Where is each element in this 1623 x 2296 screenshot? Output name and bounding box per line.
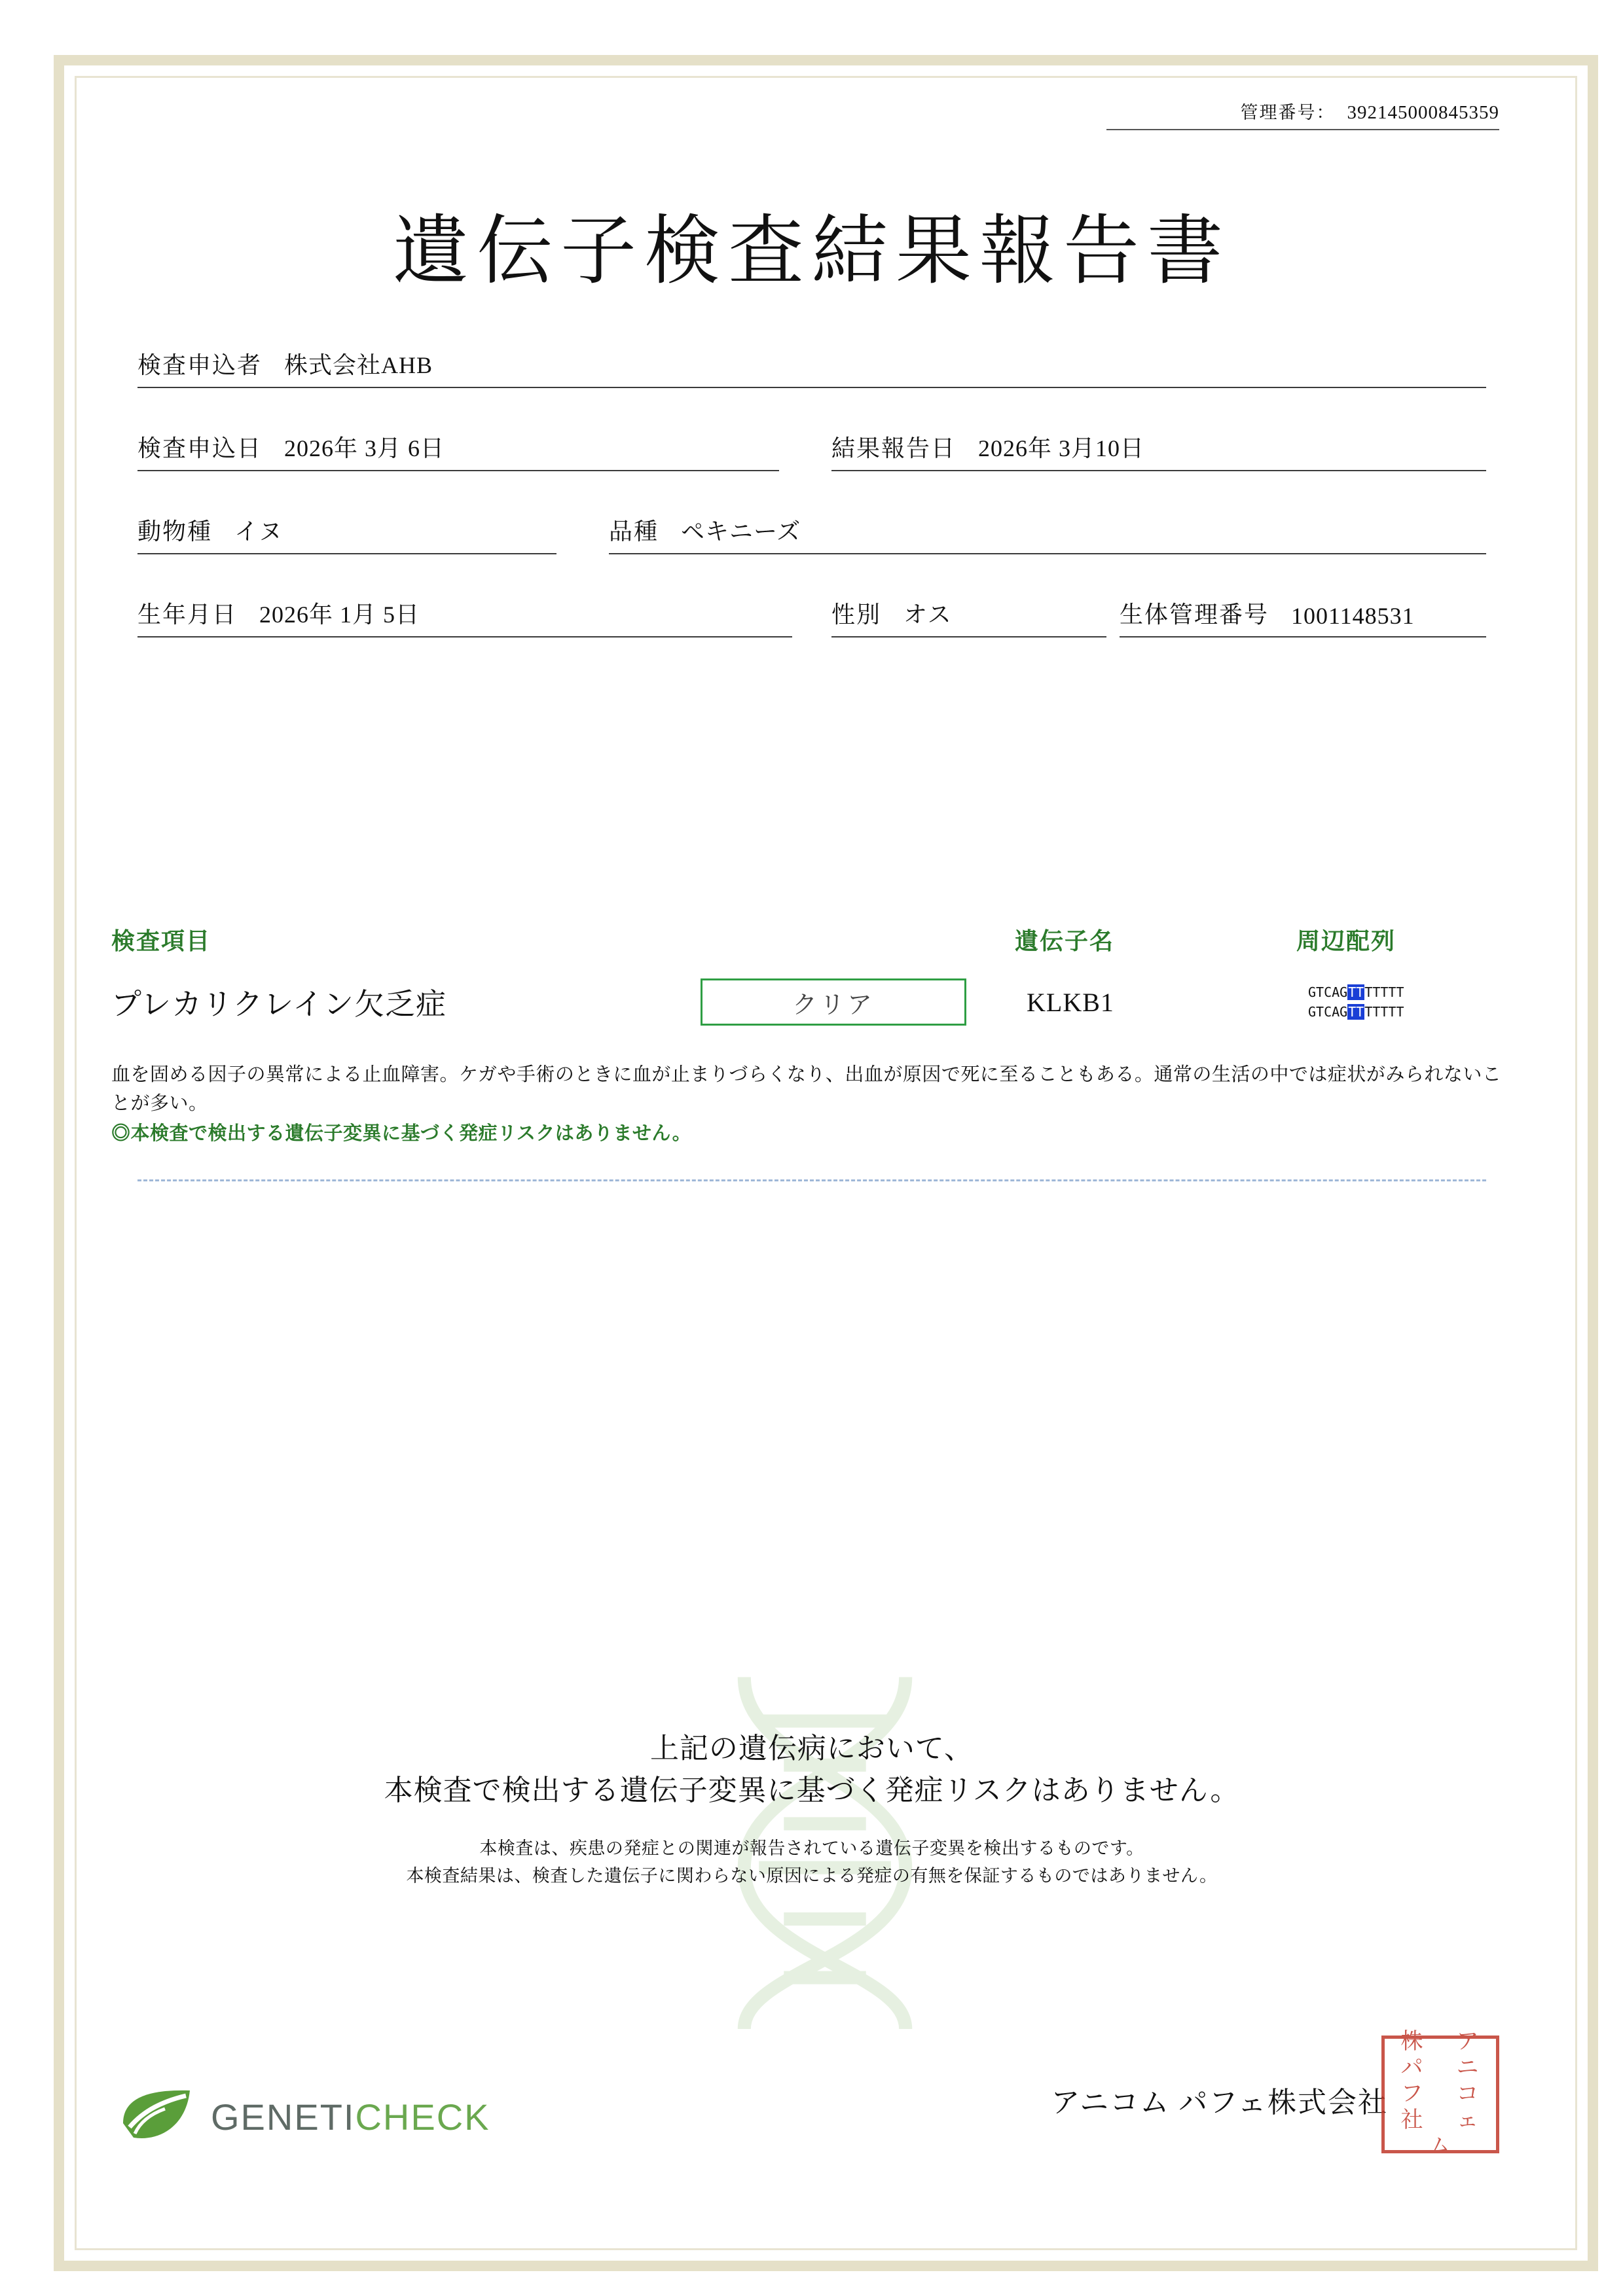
field-report-date [831, 430, 1486, 471]
field-report-date-label: 結果報告日 [831, 435, 957, 461]
field-birth-date [137, 596, 792, 637]
test-description-block [111, 1060, 1512, 1148]
seq-suffix-bottom: TTTTT [1364, 1004, 1404, 1020]
field-applicant [137, 347, 1486, 388]
field-breed-value: ペキニーズ [681, 518, 801, 545]
gene-name: KLKB1 [1027, 987, 1114, 1017]
field-breed-label: 品種 [609, 518, 659, 545]
conclusion-note-1: 本検査は、疾患の発症との関連が報告されている遺伝子変異を検出するものです。 [479, 1839, 1144, 1859]
field-animal-id-value: 1001148531 [1291, 603, 1415, 629]
field-group [137, 347, 1486, 679]
control-number-value: 392145000845359 [1347, 102, 1499, 123]
seq-highlight-bottom: TT [1348, 1004, 1364, 1020]
seal-char-7: ェ [1456, 2108, 1480, 2132]
field-row-profile [137, 596, 1486, 637]
conclusion-block [98, 1728, 1525, 1890]
seq-suffix-top: TTTTT [1364, 984, 1404, 1000]
seal-char-2: パ [1400, 2056, 1425, 2080]
seal-char-8: ム [1429, 2134, 1452, 2159]
divider [137, 1179, 1486, 1181]
seal-char-4: フ [1400, 2082, 1425, 2106]
conclusion-note [98, 1835, 1525, 1890]
page-title: 遺伝子検査結果報告書 [393, 210, 1231, 294]
seal-char-3: ニ [1456, 2056, 1480, 2080]
field-sex-value: オス [903, 601, 952, 628]
field-birth-date-value: 2026年 1月 5日 [259, 601, 420, 628]
conclusion-line-2: 本検査で検出する遺伝子変異に基づく発症リスクはありません。 [384, 1774, 1240, 1807]
field-species-value: イヌ [234, 518, 283, 545]
control-number-row [1106, 98, 1499, 130]
field-sex [831, 596, 1106, 637]
company-name: アニコム パフェ株式会社 [1051, 2087, 1388, 2119]
document-content [98, 79, 1525, 2219]
test-risk-note: ◎本検査で検出する遺伝子変異に基づく発症リスクはありません。 [111, 1123, 692, 1144]
field-apply-date-label: 検査申込日 [137, 435, 263, 461]
column-header-item: 検査項目 [111, 928, 211, 954]
test-table-header [111, 923, 1512, 956]
seal-char-0: 株 [1400, 2030, 1425, 2054]
company-seal-icon [1381, 2030, 1499, 2159]
test-item-name: プレカリクレイン欠乏症 [111, 988, 447, 1021]
seq-highlight-top: TT [1348, 984, 1364, 1000]
field-animal-id-label: 生体管理番号 [1120, 601, 1269, 628]
field-report-date-value: 2026年 3月10日 [978, 435, 1145, 461]
test-result-cell [701, 978, 1015, 1026]
field-animal-id [1120, 596, 1486, 637]
field-birth-date-label: 生年月日 [137, 601, 238, 628]
brand-logo-text-part2: CHECK [355, 2096, 490, 2138]
field-species [137, 513, 556, 554]
table-row [111, 978, 1512, 1026]
field-apply-date-value: 2026年 3月 6日 [284, 435, 445, 461]
field-applicant-label: 検査申込者 [137, 352, 263, 378]
test-description: 血を固める因子の異常による止血障害。ケガや手術のときに血が止まりづらくなり、出血が原因で死に至ることもある。通常の生活の中では症状がみられないことが多い。 [111, 1064, 1502, 1114]
field-row-dates [137, 430, 1486, 471]
field-row-animal [137, 513, 1486, 554]
seal-char-1: ア [1456, 2030, 1480, 2054]
sequence-line-bottom [1308, 1002, 1504, 1022]
status-badge: クリア [701, 978, 966, 1026]
field-apply-date [137, 430, 779, 471]
seq-prefix-bottom: GTCAG [1308, 1004, 1348, 1020]
leaf-dna-logo-icon [118, 2087, 196, 2147]
conclusion-note-2: 本検査結果は、検査した遺伝子に関わらない原因による発症の有無を保証するものではありません。 [406, 1866, 1218, 1886]
sequence-cell [1308, 982, 1504, 1022]
field-breed [609, 513, 1486, 554]
seq-prefix-top: GTCAG [1308, 984, 1348, 1000]
column-header-gene: 遺伝子名 [1015, 928, 1115, 954]
field-sex-label: 性別 [831, 601, 882, 628]
control-number-line [1106, 98, 1499, 130]
field-species-label: 動物種 [137, 518, 213, 545]
brand-logo-text-part1: GENETI [211, 2096, 356, 2138]
field-applicant-value: 株式会社AHB [284, 352, 433, 378]
brand-logo [118, 2087, 490, 2147]
field-row-applicant [137, 347, 1486, 388]
brand-logo-text [211, 2096, 490, 2138]
conclusion-line-1: 上記の遺伝病において、 [649, 1732, 974, 1765]
control-number-label: 管理番号： [1240, 103, 1336, 122]
seal-char-5: コ [1456, 2082, 1480, 2106]
column-header-sequence: 周辺配列 [1296, 928, 1396, 954]
sequence-line-top [1308, 982, 1504, 1002]
seal-char-6: 社 [1400, 2108, 1425, 2132]
